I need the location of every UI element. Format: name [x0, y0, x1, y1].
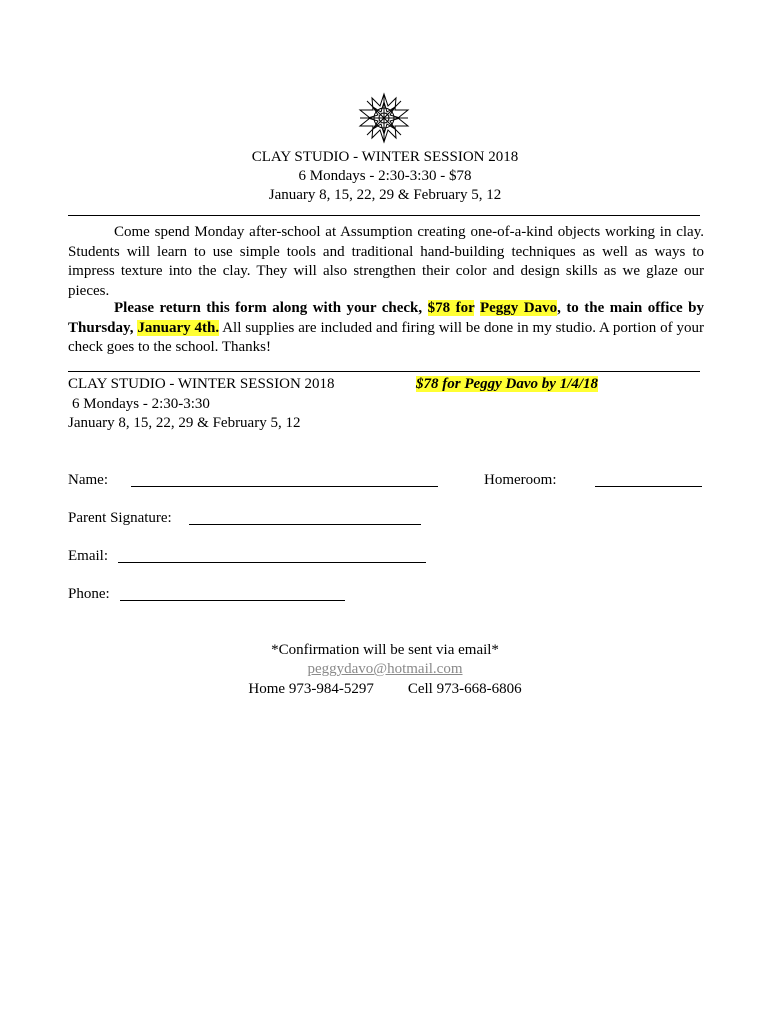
email-label: Email:: [68, 548, 108, 564]
slip-price-note: $78 for Peggy Davo by 1/4/18: [416, 376, 599, 392]
intro-paragraph: [68, 223, 704, 301]
name-field[interactable]: [131, 486, 438, 487]
parent-signature-label: Parent Signature:: [68, 510, 172, 526]
deadline-highlight: January 4th.: [137, 319, 220, 336]
homeroom-label: Homeroom:: [484, 472, 557, 488]
confirmation-note: *Confirmation will be sent via email*: [271, 642, 499, 658]
instructions-part1: Please return this form along with your check,: [114, 300, 428, 316]
home-phone: Home 973-984-5297: [248, 681, 374, 697]
email-field[interactable]: [118, 562, 426, 563]
parent-signature-field[interactable]: [189, 524, 421, 525]
divider-top: [68, 215, 700, 216]
phone-field[interactable]: [120, 600, 345, 601]
homeroom-field[interactable]: [595, 486, 702, 487]
session-schedule: 6 Mondays - 2:30-3:30 - $78: [298, 168, 472, 184]
instructions-part3: All supplies are included and firing will be done in my studio. A portion of your check goes to the school. Thanks!: [68, 319, 704, 355]
instructions-part2: , to the main office by Thursday,: [68, 300, 705, 336]
instructions-paragraph: [68, 299, 704, 358]
payee-highlight: Peggy Davo: [479, 300, 558, 316]
intro-text: Come spend Monday after-school at Assumption creating one-of-a-kind objects working in clay. Students will learn to use simple tools and traditional hand-building techniques as well as ways to impress texture into the clay. They will also strengthen their color and design skills as we glaze our pieces.: [68, 224, 704, 299]
phone-label: Phone:: [68, 586, 110, 602]
divider-cut-line: [68, 371, 700, 372]
slip-dates: January 8, 15, 22, 29 & February 5, 12: [68, 415, 301, 431]
price-highlight: $78 for: [427, 300, 475, 316]
session-dates: January 8, 15, 22, 29 & February 5, 12: [268, 187, 502, 203]
slip-schedule: 6 Mondays - 2:30-3:30: [72, 396, 210, 412]
snowflake-icon: [358, 92, 410, 144]
slip-title: CLAY STUDIO - WINTER SESSION 2018: [68, 376, 335, 392]
name-label: Name:: [68, 472, 108, 488]
contact-email-link[interactable]: peggydavo@hotmail.com: [307, 661, 463, 677]
cell-phone: Cell 973-668-6806: [407, 681, 522, 697]
session-title: CLAY STUDIO - WINTER SESSION 2018: [251, 149, 519, 165]
contact-phones: [0, 680, 770, 699]
